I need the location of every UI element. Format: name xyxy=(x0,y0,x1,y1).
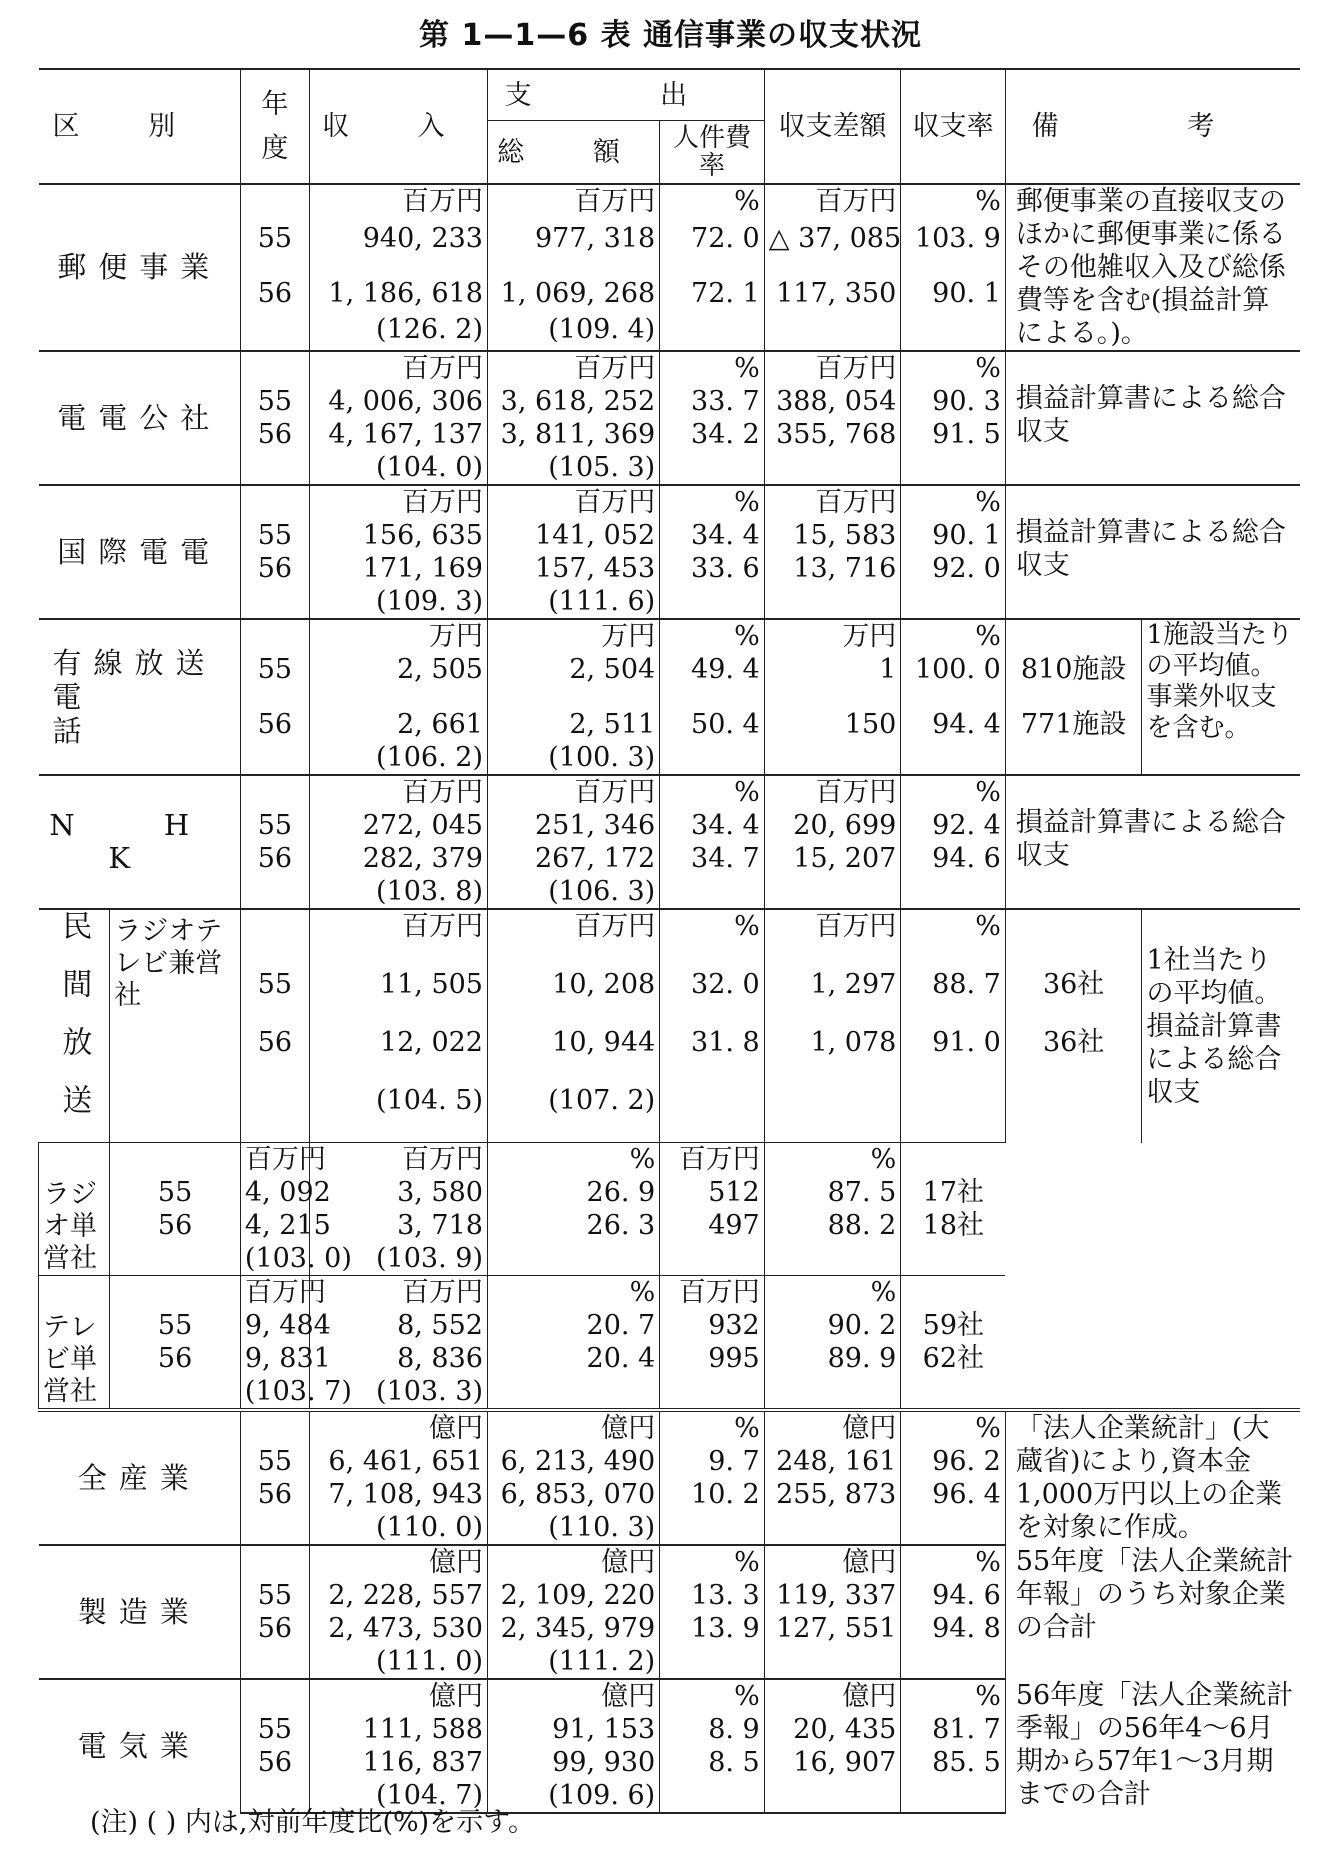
remark: 損益計算書による総合収支 xyxy=(1005,351,1300,485)
category-name: N H K xyxy=(39,775,241,909)
header-category: 区 別 xyxy=(39,69,241,184)
remark: 55年度「法人企業統計年報」のうち対象企業の合計 xyxy=(1005,1545,1300,1679)
remark: 郵便事業の直接収支のほかに郵便事業に係るその他雑収入及び総係費等を含む(損益計算による。)。 xyxy=(1005,184,1300,351)
year: 55 xyxy=(240,385,309,418)
category-name: 全産業 xyxy=(39,1410,241,1545)
header-revenue: 収 入 xyxy=(309,69,487,184)
footnote: (注) ( ) 内は,対前年度比(%)を示す。 xyxy=(90,1807,536,1838)
row-nhk: N H K 百万円 百万円 % 百万円 % 損益計算書による総合収支 55 272, 045 251, 346 34. 4 20, 699 92. 4 56 282, 379 267, 172 34. 7 15, 207 94. 6 (103. 8) (106. 3) xyxy=(39,775,1301,909)
company-count: 62社 xyxy=(901,1342,1006,1375)
row-private-radio: ラジオ単営社 百万円 百万円 % 百万円 % 55 4, 092 3, 580 26. 9 512 87. 5 17社 56 4, 215 3, 718 26. 3 497 88. 2 18社 (103. 0) (103. 9) xyxy=(39,1143,1301,1276)
row-kdd: 国際電電 百万円 百万円 % 百万円 % 損益計算書による総合収支 55 156, 635 141, 052 34. 4 15, 583 90. 1 56 171, 169 157, 453 33. 6 13, 716 92. 0 (109. 3) (111. 6) xyxy=(39,485,1301,619)
remark: 損益計算書による総合収支 xyxy=(1005,485,1300,619)
header-labor-ratio: 人件費率 xyxy=(660,121,765,185)
row-all-industries: 全産業 億円 億円 % 億円 % 「法人企業統計」(大蔵省)により,資本金1,000万円以上の企業を対象に作成。 55 6, 461, 651 6, 213, 490 9. 7 248, 161 96. 2 56 7, 108, 943 6, 853, 070 10. 2 255, 873 96. 4 (110. 0) (110. 3) xyxy=(39,1410,1301,1545)
category-name: 製造業 xyxy=(39,1545,241,1679)
row-wired-broadcast: 有線放送 電 話 万円 万円 % 万円 % 1施設当たりの平均値。事業外収支を含む。 55 2, 505 2, 504 49. 4 1 100. 0 810施設 56 2, 661 2, 511 50. 4 150 94. 4 771施設 (106. 2) (100. 3) xyxy=(39,619,1301,775)
subcategory-name: テレビ単営社 xyxy=(39,1276,110,1411)
year: 56 xyxy=(240,1026,309,1084)
year: 56 xyxy=(240,418,309,451)
year: 56 xyxy=(240,1612,309,1645)
category-name: 電電公社 xyxy=(39,351,241,485)
year: 56 xyxy=(240,1746,309,1779)
category-name: 国際電電 xyxy=(39,485,241,619)
header-balance: 収支差額 xyxy=(764,69,901,184)
subcategory-name: ラジオ単営社 xyxy=(39,1143,110,1276)
facility-count: 771施設 xyxy=(1005,708,1142,741)
category-name: 電気業 xyxy=(39,1679,241,1813)
year: 55 xyxy=(240,222,309,277)
year: 55 xyxy=(240,519,309,552)
table-title: 第 1—1—6 表 通信事業の収支状況 xyxy=(419,18,922,53)
remark: 損益計算書による総合収支 xyxy=(1005,775,1300,909)
remark: 56年度「法人企業統計季報」の56年4～6月期から57年1～3月期までの合計 xyxy=(1005,1679,1300,1813)
row-private-tv: テレビ単営社 百万円 百万円 % 百万円 % 55 9, 484 8, 552 20. 7 932 90. 2 59社 56 9, 831 8, 836 20. 4 995 89. 9 62社 (103. 7) (103. 3) xyxy=(39,1276,1301,1411)
row-ntt: 電電公社 百万円 百万円 % 百万円 % 損益計算書による総合収支 55 4, 006, 306 3, 618, 252 33. 7 388, 054 90. 3 56 4, 167, 137 3, 811, 369 34. 2 355, 768 91. 5 (104. 0) (105. 3) xyxy=(39,351,1301,485)
header-expenditure: 支 出 xyxy=(487,69,764,121)
private-broadcast-group: 民間放送 xyxy=(39,909,110,1143)
company-count: 18社 xyxy=(901,1209,1006,1242)
row-manufacturing: 製造業 億円 億円 % 億円 % 55年度「法人企業統計年報」のうち対象企業の合計 55 2, 228, 557 2, 109, 220 13. 3 119, 337 94. 6 56 2, 473, 530 2, 345, 979 13. 9 127, 551 94. 8 (111. 0) (111. 2) xyxy=(39,1545,1301,1679)
revenue-expenditure-table xyxy=(38,68,1300,1814)
year: 56 xyxy=(240,277,309,314)
year: 55 xyxy=(110,1176,241,1209)
remark: 1社当たりの平均値。損益計算書による総合収支 xyxy=(1142,909,1300,1143)
company-count: 36社 xyxy=(1005,968,1142,1026)
header-remarks: 備 考 xyxy=(1005,69,1300,184)
category-name: 郵便事業 xyxy=(39,184,241,351)
remark: 1施設当たりの平均値。事業外収支を含む。 xyxy=(1142,619,1300,775)
header-exp-total: 総 額 xyxy=(487,121,659,185)
year: 55 xyxy=(240,809,309,842)
year: 55 xyxy=(240,1713,309,1746)
year: 56 xyxy=(110,1342,241,1375)
subcategory-name: ラジオテレビ兼営社 xyxy=(110,909,241,1143)
header-ratio: 収支率 xyxy=(901,69,1006,184)
company-count: 17社 xyxy=(901,1176,1006,1209)
category-name: 有線放送 電 話 xyxy=(39,619,241,775)
row-electricity: 電気業 億円 億円 % 億円 % 56年度「法人企業統計季報」の56年4～6月期から57年1～3月期までの合計 55 111, 588 91, 153 8. 9 20, 435 81. 7 56 116, 837 99, 930 8. 5 16, 907 85. 5 (104. 7) (109. 6) xyxy=(39,1679,1301,1813)
remark: 「法人企業統計」(大蔵省)により,資本金1,000万円以上の企業を対象に作成。 xyxy=(1005,1410,1300,1545)
year: 56 xyxy=(110,1209,241,1242)
row-private-both: 民間放送 ラジオテレビ兼営社 百万円 百万円 % 百万円 % 1社当たりの平均値。損益計算書による総合収支 55 11, 505 10, 208 32. 0 1, 297 88. 7 36社 56 12, 022 10, 944 31. 8 1, 078 91. 0 36社 (104. 5) (107. 2) xyxy=(39,909,1301,1143)
year: 55 xyxy=(110,1309,241,1342)
year: 55 xyxy=(240,653,309,708)
year: 56 xyxy=(240,708,309,741)
facility-count: 810施設 xyxy=(1005,653,1142,708)
year: 56 xyxy=(240,842,309,875)
company-count: 36社 xyxy=(1005,1026,1142,1084)
year: 56 xyxy=(240,552,309,585)
row-postal: 郵便事業 百万円 百万円 % 百万円 % 郵便事業の直接収支のほかに郵便事業に係るその他雑収入及び総係費等を含む(損益計算による。)。 55 940, 233 977, 318 72. 0 △ 37, 085 103. 9 56 1, 186, 618 1, 069, 268 72. 1 117, 350 90. 1 (126. 2) (109. 4) xyxy=(39,184,1301,351)
company-count: 59社 xyxy=(901,1309,1006,1342)
header-year: 年度 xyxy=(240,69,309,184)
year: 55 xyxy=(240,1579,309,1612)
year: 55 xyxy=(240,1445,309,1478)
year: 56 xyxy=(240,1478,309,1511)
year: 55 xyxy=(240,968,309,1026)
